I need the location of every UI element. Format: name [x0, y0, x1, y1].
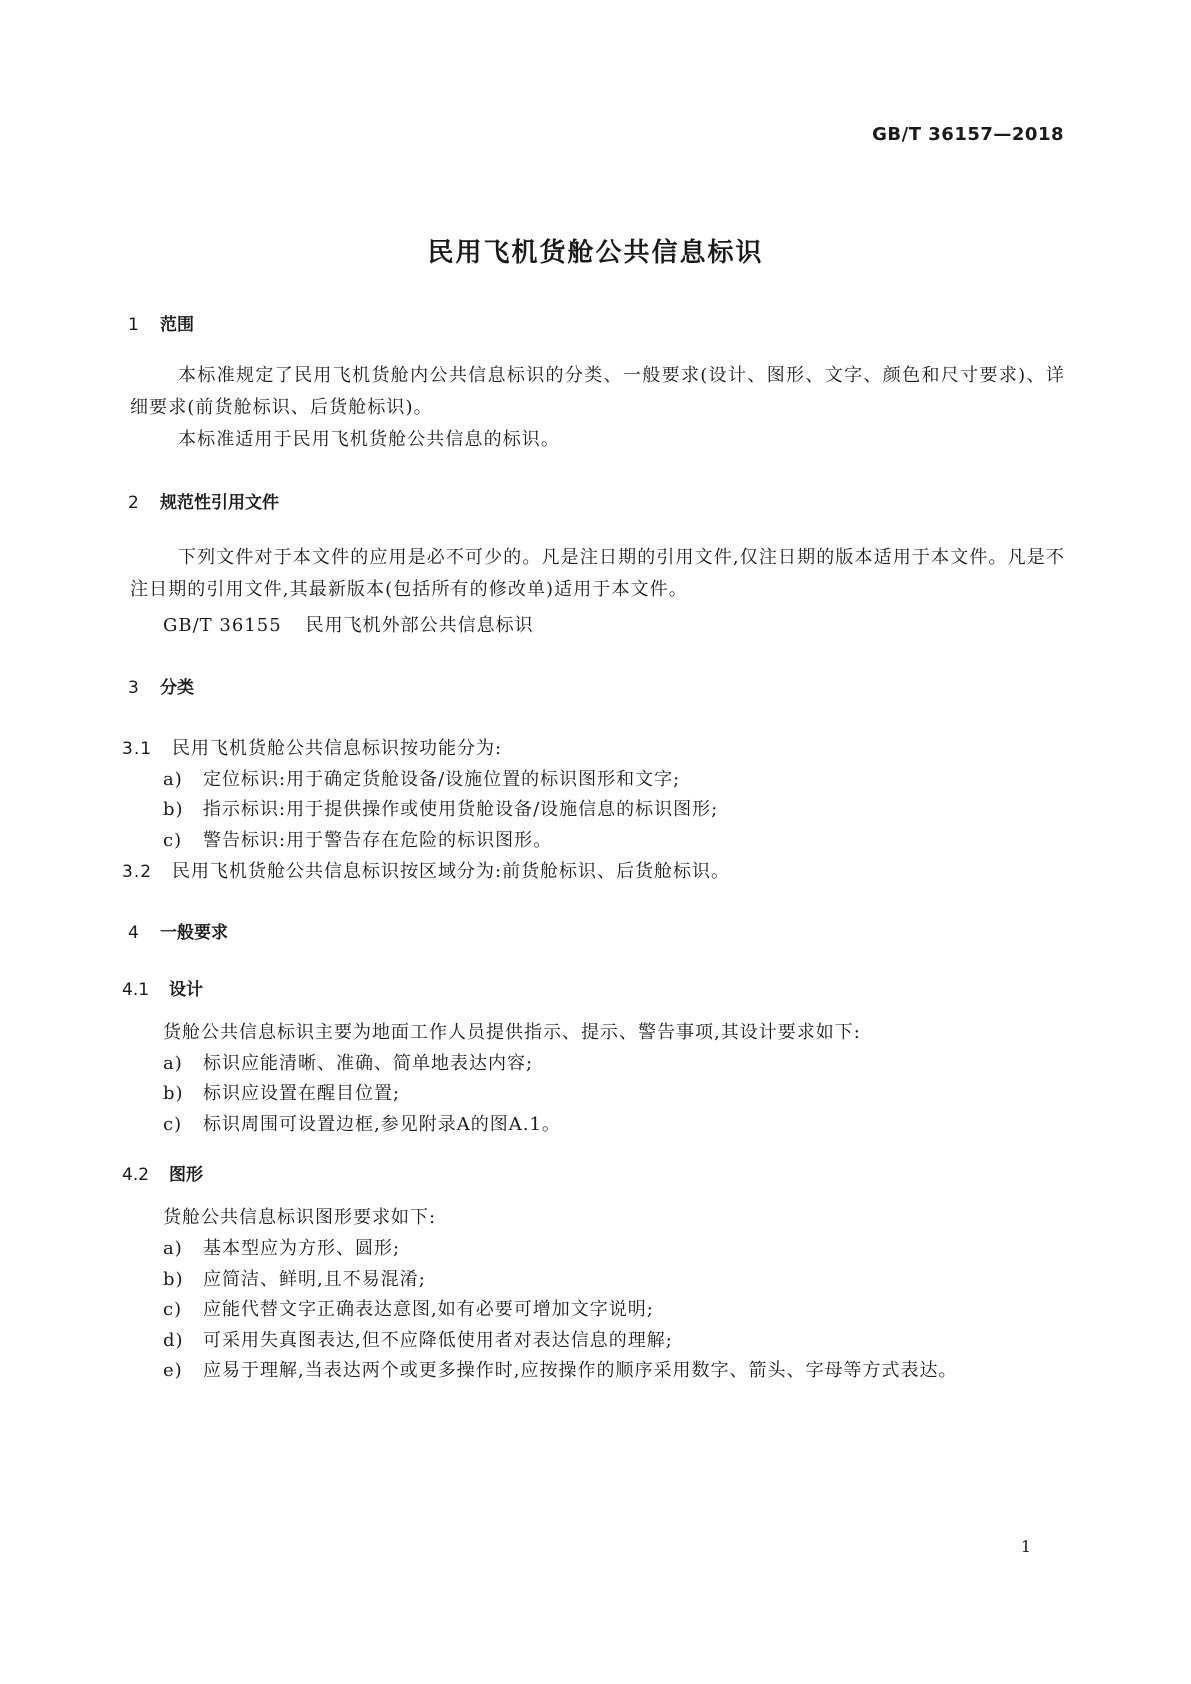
section-1-heading: [128, 310, 194, 335]
item-text: 可采用失真图表达,但不应降低使用者对表达信息的理解;: [203, 1330, 673, 1351]
list-item: [163, 795, 718, 821]
list-item: [163, 765, 680, 791]
list-item: [163, 1295, 654, 1321]
clause-number: 4.2: [122, 1165, 150, 1185]
item-label: b): [163, 1269, 184, 1290]
item-text: 标识应设置在醒目位置;: [203, 1083, 401, 1104]
page-number: 1: [1020, 1537, 1031, 1556]
section-2-paragraph-1: 下列文件对于本文件的应用是必不可少的。凡是注日期的引用文件,仅注日期的版本适用于本文件。凡是不注日期的引用文件,其最新版本(包括所有的修改单)适用于本文件。: [130, 547, 1065, 600]
item-label: c): [163, 1114, 183, 1135]
section-title: 分类: [160, 678, 194, 698]
item-label: b): [163, 1083, 184, 1104]
clause-number: 3.2: [122, 862, 153, 882]
section-title: 一般要求: [160, 923, 228, 943]
list-item: [163, 1049, 533, 1075]
clause-number: 4.1: [122, 980, 150, 1000]
item-text: 基本型应为方形、圆形;: [203, 1238, 401, 1259]
item-label: b): [163, 799, 184, 820]
item-text: 标识周围可设置边框,参见附录A的图A.1。: [203, 1114, 561, 1135]
item-text: 指示标识:用于提供操作或使用货舱设备/设施信息的标识图形;: [203, 799, 719, 820]
list-item: [163, 826, 552, 852]
clause-4-2-heading: [122, 1160, 203, 1185]
list-item: [163, 1234, 400, 1260]
clause-title: 设计: [169, 980, 203, 1000]
list-item: [163, 1079, 400, 1105]
document-title: 民用飞机货舱公共信息标识: [427, 238, 764, 268]
section-1-paragraph-1: 本标准规定了民用飞机货舱内公共信息标识的分类、一般要求(设计、图形、文字、颜色和尺寸要求)、详细要求(前货舱标识、后货舱标识)。: [130, 365, 1065, 418]
list-item: [163, 1110, 561, 1136]
reference-title: 民用飞机外部公共信息标识: [305, 615, 534, 636]
item-label: a): [163, 1238, 183, 1259]
section-number: 2: [128, 493, 139, 513]
clause-number: 3.1: [122, 739, 153, 759]
section-title: 规范性引用文件: [160, 493, 279, 513]
item-text: 标识应能清晰、准确、简单地表达内容;: [203, 1053, 534, 1074]
clause-3-1: [122, 734, 502, 760]
item-label: a): [163, 1053, 183, 1074]
clause-4-2-intro: 货舱公共信息标识图形要求如下:: [163, 1207, 437, 1228]
clause-title: 图形: [169, 1165, 203, 1185]
item-text: 定位标识:用于确定货舱设备/设施位置的标识图形和文字;: [203, 769, 681, 790]
list-item: [163, 1265, 426, 1291]
clause-3-2: [122, 857, 730, 883]
section-3-heading: [128, 673, 194, 698]
section-number: 1: [128, 315, 139, 335]
list-item: [163, 1356, 957, 1382]
section-4-heading: [128, 918, 228, 943]
item-label: c): [163, 830, 183, 851]
section-number: 3: [128, 678, 139, 698]
item-label: e): [163, 1360, 183, 1381]
clause-4-1-heading: [122, 975, 203, 1000]
standard-code: GB/T 36157—2018: [872, 124, 1064, 145]
item-text: 应简洁、鲜明,且不易混淆;: [203, 1269, 426, 1290]
reference-code: GB/T 36155: [163, 615, 282, 636]
section-title: 范围: [160, 315, 194, 335]
clause-4-1-intro: 货舱公共信息标识主要为地面工作人员提供指示、提示、警告事项,其设计要求如下:: [163, 1022, 861, 1043]
item-label: d): [163, 1330, 184, 1351]
normative-reference: [163, 611, 534, 637]
item-label: c): [163, 1299, 183, 1320]
item-text: 应能代替文字正确表达意图,如有必要可增加文字说明;: [203, 1299, 654, 1320]
list-item: [163, 1326, 673, 1352]
section-number: 4: [128, 923, 139, 943]
item-text: 应易于理解,当表达两个或更多操作时,应按操作的顺序采用数字、箭头、字母等方式表达。: [203, 1360, 958, 1381]
item-label: a): [163, 769, 183, 790]
clause-text: 民用飞机货舱公共信息标识按功能分为:: [172, 738, 503, 759]
section-1-paragraph-2: 本标准适用于民用飞机货舱公共信息的标识。: [178, 429, 560, 450]
section-2-heading: [128, 488, 279, 513]
item-text: 警告标识:用于警告存在危险的标识图形。: [203, 830, 553, 851]
clause-text: 民用飞机货舱公共信息标识按区域分为:前货舱标识、后货舱标识。: [172, 861, 731, 882]
